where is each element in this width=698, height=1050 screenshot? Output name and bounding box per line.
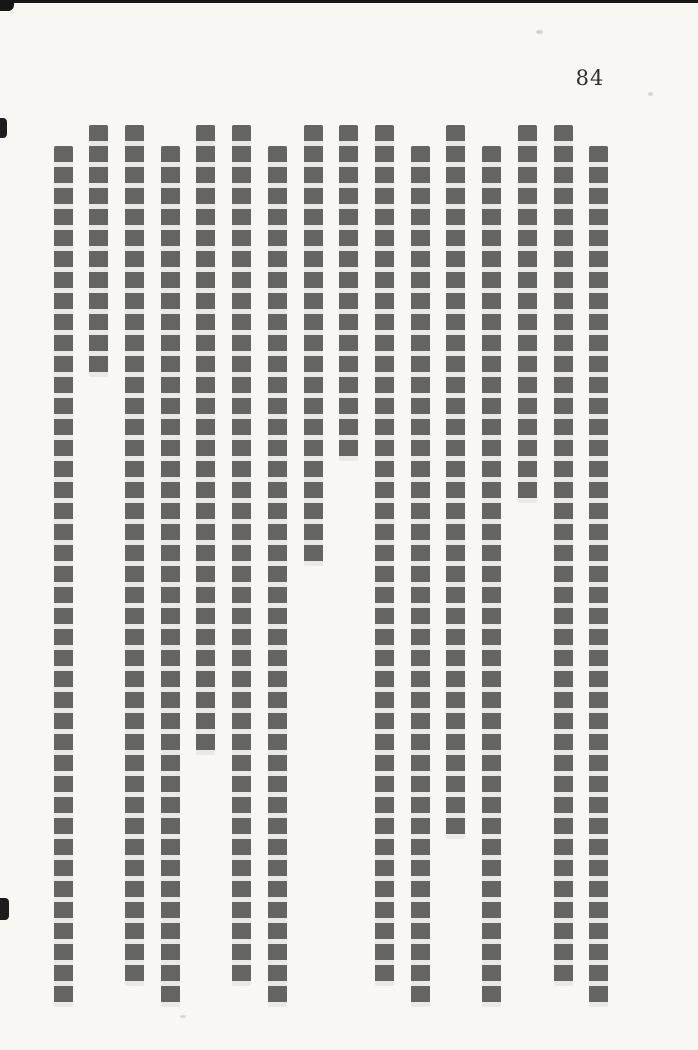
text-column-redacted (303, 125, 323, 989)
text-column-redacted (124, 125, 144, 989)
redacted-text-run (375, 125, 394, 986)
text-column-redacted (374, 125, 394, 989)
text-column-redacted (446, 125, 466, 989)
text-column-redacted (339, 125, 359, 989)
text-column-redacted (410, 125, 430, 989)
redacted-text-run (589, 146, 608, 1007)
redacted-text-run (161, 146, 180, 1007)
scan-smudge (0, 118, 7, 138)
redacted-text-run (518, 125, 537, 503)
text-column-redacted (196, 125, 216, 989)
scan-speck (536, 30, 543, 34)
text-column-redacted (267, 125, 287, 989)
text-column-redacted (482, 125, 502, 989)
text-column-redacted (517, 125, 537, 989)
scan-corner-artifact (0, 0, 14, 11)
scan-smudge (0, 898, 9, 920)
page-number: 84 (575, 66, 605, 90)
redacted-text-run (232, 125, 251, 986)
redacted-text-run (411, 146, 430, 1007)
redacted-text-run (446, 125, 465, 839)
redacted-text-run (125, 125, 144, 986)
text-column-redacted (160, 125, 180, 989)
text-column-redacted (89, 125, 109, 989)
redacted-text-run (554, 125, 573, 986)
scan-edge-top (0, 0, 698, 3)
redacted-text-run (304, 125, 323, 566)
redacted-text-run (196, 125, 215, 755)
redacted-text-run (339, 125, 358, 461)
vertical-text-block-redacted (53, 125, 609, 989)
text-column-redacted (589, 125, 609, 989)
text-column-redacted (232, 125, 252, 989)
scan-speck (648, 92, 653, 96)
redacted-text-run (54, 146, 73, 1007)
text-column-redacted (553, 125, 573, 989)
text-column-redacted (53, 125, 73, 989)
redacted-text-run (268, 146, 287, 1007)
scan-speck (180, 1015, 186, 1018)
redacted-text-run (89, 125, 108, 377)
redacted-text-run (482, 146, 501, 1007)
